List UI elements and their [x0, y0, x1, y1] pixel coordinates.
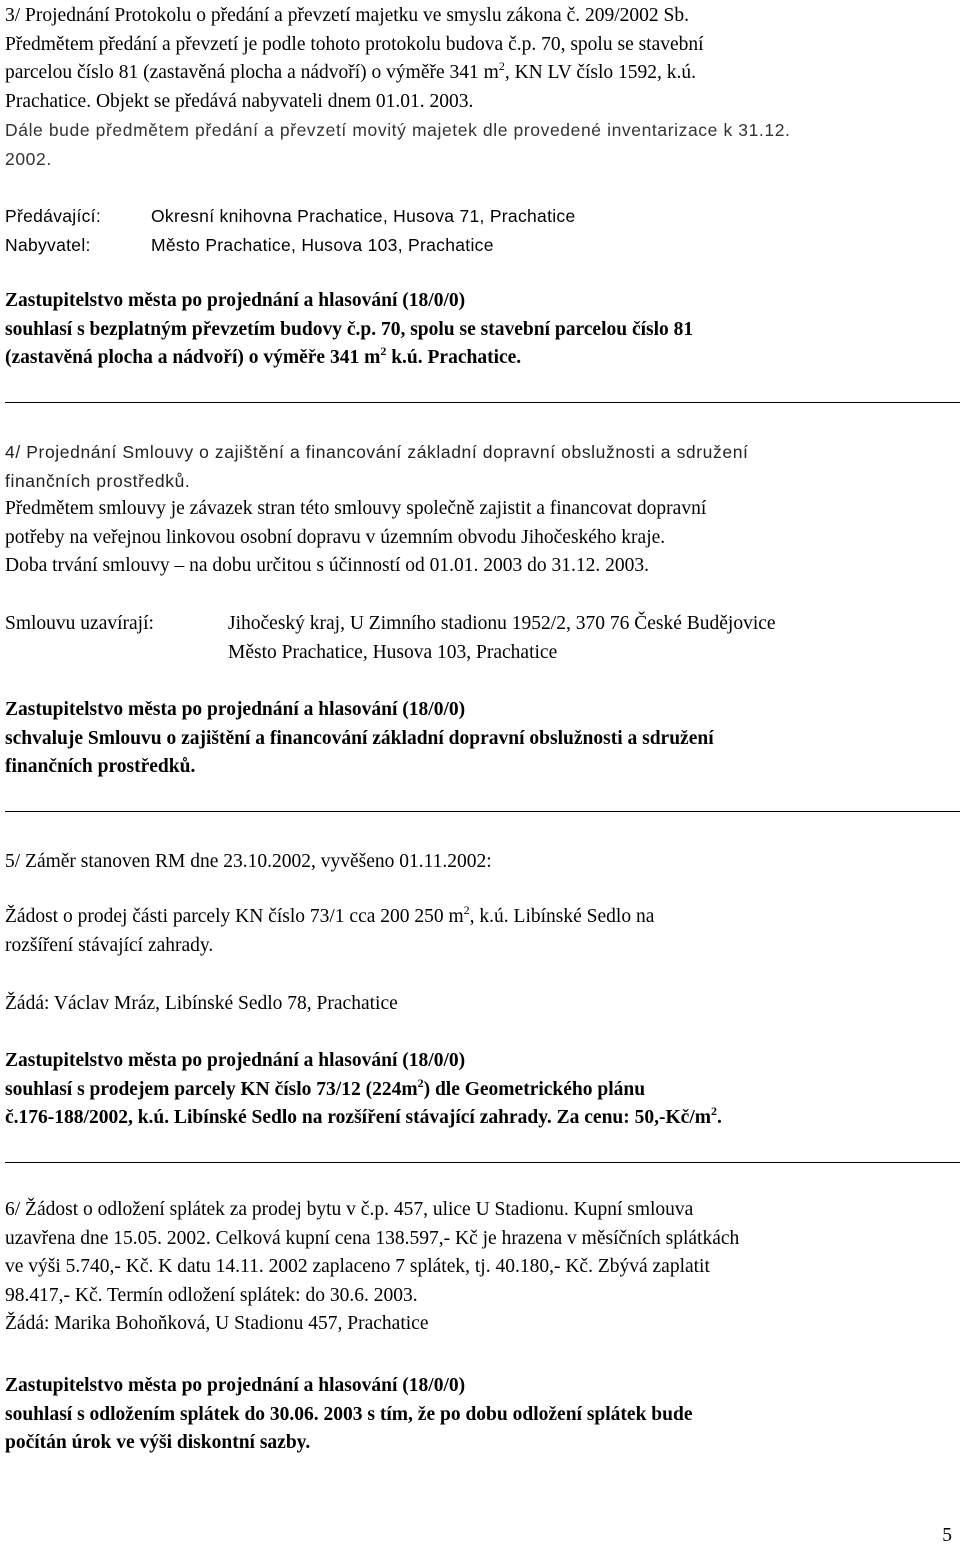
s6-resolution-line-1: Zastupitelstvo města po projednání a hlasování (18/0/0)	[5, 1375, 466, 1396]
s6-resolution	[5, 1372, 955, 1458]
s4-resolution-line-2: schvaluje Smlouvu o zajištění a financování základní dopravní obslužnosti a sdružení	[5, 727, 714, 749]
smlouvu-row-1	[5, 610, 955, 639]
s6-line-4: 98.417,- Kč. Termín odložení splátek: do 30.6. 2003.	[5, 1284, 418, 1306]
s4-line-1: 4/ Projednání Smlouvy o zajištění a financování základní dopravní obslužnosti a sdružení	[5, 442, 749, 462]
s6-line-5: Žádá: Marika Bohoňková, U Stadionu 457, Prachatice	[5, 1313, 429, 1334]
nabyvatel-row	[5, 231, 955, 260]
s3-line-3: parcelou číslo 81 (zastavěná plocha a nádvoří) o výměře 341 $m^2$, KN LV číslo 1592, k.ú.	[5, 59, 697, 83]
s6-resolution-line-2: souhlasí s odložením splátek do 30.06. 2003 s tím, že po dobu odložení splátek bude	[5, 1403, 693, 1425]
section-3	[5, 2, 955, 173]
smlouvu-row-2	[5, 639, 955, 668]
s6-line-3: ve výši 5.740,- Kč. K datu 14.11. 2002 zaplaceno 7 splátek, tj. 40.180,- Kč. Zbývá zaplatit	[5, 1256, 710, 1277]
s3-resolution-line-2: souhlasí s bezplatným převzetím budovy č.p. 70, spolu se stavební parcelou číslo 81	[5, 318, 694, 340]
s5-applicant	[5, 990, 955, 1019]
smlouvu-party-2: Město Prachatice, Husova 103, Prachatice	[228, 641, 558, 663]
s3-parties	[5, 202, 955, 259]
section-6	[5, 1196, 955, 1339]
page-number: 5	[942, 1525, 952, 1546]
s5-resolution-line-2: souhlasí s prodejem parcely KN číslo 73/12 $(224m^2)$ dle Geometrického plánu	[5, 1075, 646, 1100]
s3-resolution	[5, 287, 955, 373]
s3-line-4: Prachatice. Objekt se předává nabyvateli dnem 01.01. 2003.	[5, 90, 474, 112]
divider-3	[5, 1162, 960, 1163]
smlouvu-party-1: Jihočeský kraj, U Zimního stadionu 1952/2, 370 76 České Budějovice	[228, 613, 776, 634]
s4-resolution	[5, 696, 955, 782]
s3-resolution-line-1: Zastupitelstvo města po projednání a hlasování (18/0/0)	[5, 290, 466, 311]
s3-line-5: Dále bude předmětem předání a převzetí movitý majetek dle provedené inventarizace k 31.12.	[5, 120, 791, 140]
s5-resolution-line-1: Zastupitelstvo města po projednání a hlasování (18/0/0)	[5, 1050, 466, 1071]
s6-resolution-line-3: počítán úrok ve výši diskontní sazby.	[5, 1432, 311, 1453]
s4-line-2: finančních prostředků.	[5, 470, 191, 491]
s4-resolution-line-3: finančních prostředků.	[5, 756, 196, 777]
predavajici-value: Okresní knihovna Prachatice, Husova 71, Prachatice	[151, 206, 576, 226]
divider-1	[5, 402, 960, 403]
divider-2	[5, 811, 960, 812]
smlouvu-label: Smlouvu uzavírají:	[5, 613, 154, 634]
s4-line-4: potřeby na veřejnou linkovou osobní dopravu v územním obvodu Jihočeského kraje.	[5, 526, 666, 548]
predavajici-label: Předávající:	[5, 206, 102, 226]
nabyvatel-value: Město Prachatice, Husova 103, Prachatice	[151, 234, 494, 255]
s6-line-2: uzavřena dne 15.05. 2002. Celková kupní cena 138.597,- Kč je hrazena v měsíčních splátkách	[5, 1227, 740, 1249]
s4-resolution-line-1: Zastupitelstvo města po projednání a hlasování (18/0/0)	[5, 699, 466, 720]
s4-line-5: Doba trvání smlouvy – na dobu určitou s účinností od 01.01. 2003 do 31.12. 2003.	[5, 555, 649, 576]
s6-line-1: 6/ Žádost o odložení splátek za prodej bytu v č.p. 457, ulice U Stadionu. Kupní smlouva	[5, 1199, 694, 1220]
s3-line-1: 3/ Projednání Protokolu o předání a převzetí majetku ve smyslu zákona č. 209/2002 Sb.	[5, 5, 689, 26]
s5-resolution-line-3: č.176-188/2002, k.ú. Libínské Sedlo na rozšíření stávající zahrady. Za cenu: $50,-Kč/m^2$.	[5, 1104, 722, 1128]
nabyvatel-label: Nabyvatel:	[5, 234, 91, 255]
s5-resolution	[5, 1047, 955, 1133]
section-4	[5, 438, 955, 581]
section-5	[5, 848, 955, 877]
predavajici-row	[5, 202, 955, 231]
s5-line-3: rozšíření stávající zahrady.	[5, 934, 214, 956]
s5-request	[5, 903, 955, 960]
s5-line-1: 5/ Záměr stanoven RM dne 23.10.2002, vyvěšeno 01.11.2002:	[5, 851, 492, 872]
s4-line-3: Předmětem smlouvy je závazek stran této smlouvy společně zajistit a financovat dopravní	[5, 498, 707, 519]
s3-line-6: 2002.	[5, 148, 52, 169]
s5-line-4: Žádá: Václav Mráz, Libínské Sedlo 78, Prachatice	[5, 993, 398, 1014]
s4-parties	[5, 610, 955, 667]
s3-resolution-line-3: (zastavěná plocha a nádvoří) o výměře 341 $m^2$ k.ú. Prachatice.	[5, 344, 522, 368]
s3-line-2: Předmětem předání a převzetí je podle tohoto protokolu budova č.p. 70, spolu se stavební	[5, 33, 704, 55]
s5-line-2: Žádost o prodej části parcely KN číslo 73/1 cca 200 250 $m^2$, k.ú. Libínské Sedlo na	[5, 903, 655, 927]
